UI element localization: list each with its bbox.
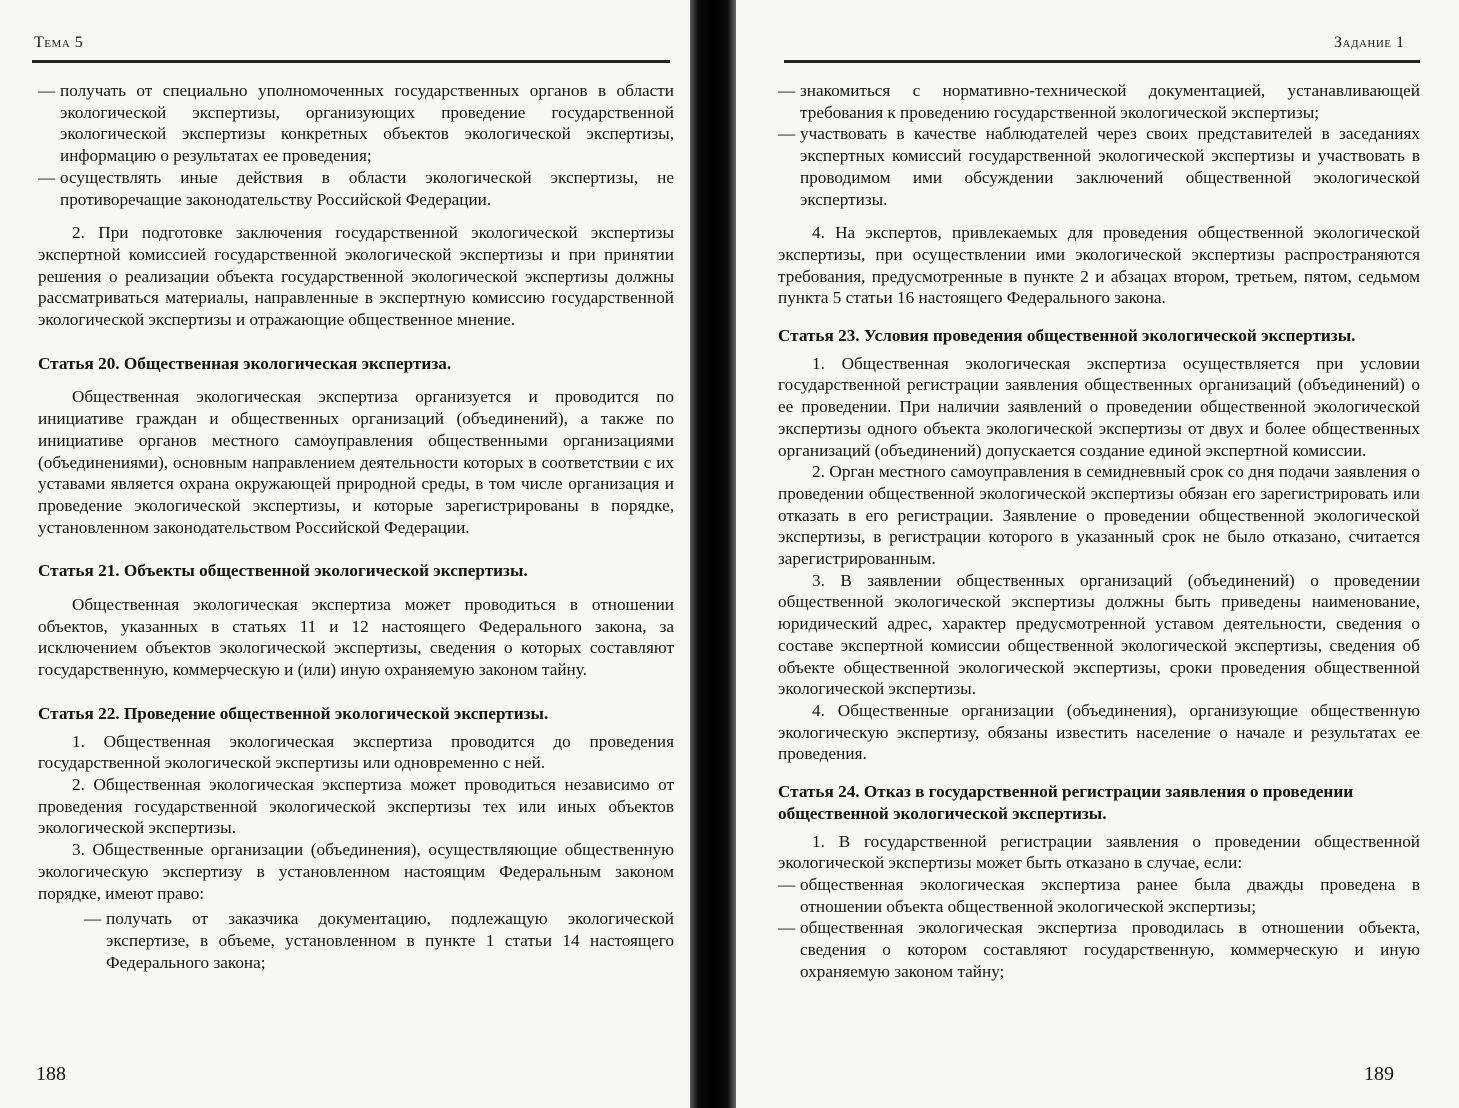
list-item: — участвовать в качестве наблюдателей через своих представителей в заседаниях экспертных комиссий государственной экологической экспертизы и участвовать в проводимом ими обсуждении заключений общественной экологической экспертизы.: [778, 123, 1420, 210]
paragraph: 4. Общественные организации (объединения), организующие общественную экологическую экспертизу, обязаны известить население о начале и результатах ее проведения.: [778, 700, 1420, 764]
running-head-left: Тема 5: [34, 34, 84, 51]
article-20-heading: Статья 20. Общественная экологическая экспертиза.: [38, 353, 452, 373]
article-22-heading: Статья 22. Проведение общественной экологической экспертизы.: [38, 703, 549, 723]
book-gutter: [690, 0, 736, 1108]
paragraph: 2. При подготовке заключения государственной экологической экспертизы экспертной комиссией государственной экологической экспертизы и при принятии решения о реализации объекта государственной экологической экспертизы должны рассматриваться материалы, направленные в экспертную комиссию государственной экологической экспертизы и отражающие общественное мнение.: [38, 223, 674, 330]
page-number-left: 188: [36, 1063, 66, 1085]
list-item: — знакомиться с нормативно-технической документацией, устанавливающей требования к проведению государственной экологической экспертизы;: [778, 80, 1420, 123]
right-page: [736, 0, 1459, 1108]
left-page-content: [38, 80, 674, 973]
left-page: [0, 0, 690, 1108]
list-item: — общественная экологическая экспертиза проводилась в отношении объекта, сведения о котором составляют государственную, коммерческую и иную охраняемую законом тайну;: [778, 917, 1420, 982]
paragraph: 1. Общественная экологическая экспертиза проводится до проведения государственной экологической экспертизы или одновременно с ней.: [38, 731, 674, 773]
paragraph: 2. Общественная экологическая экспертиза может проводиться независимо от проведения государственной экологической экспертизы тех или иных объектов экологической экспертизы.: [38, 774, 674, 838]
article-23-heading: Статья 23. Условия проведения общественной экологической экспертизы.: [778, 326, 1356, 346]
paragraph: 4. На экспертов, привлекаемых для проведения общественной экологической экспертизы, при осуществлении ими экологической экспертизы распространяются требования, предусмотренные в пункте 2 и абзацах втором, третьем, пятом, седьмом пункта 5 статьи 16 настоящего Федерального закона.: [778, 223, 1420, 308]
page-number-right: 189: [1364, 1063, 1394, 1085]
header-rule-right: [784, 60, 1420, 63]
right-page-content: [778, 80, 1420, 982]
article-24-heading: Статья 24. Отказ в государственной регистрации заявления о проведении общественной экологической экспертизы.: [778, 782, 1354, 823]
paragraph: 3. Общественные организации (объединения), осуществляющие общественную экологическую экспертизу в установленном настоящим Федеральным законом порядке, имеют право:: [38, 840, 674, 903]
list-item: — получать от заказчика документацию, подлежащую экологической экспертизе, в объеме, установленном в пункте 1 статьи 14 настоящего Федерального закона;: [84, 908, 674, 973]
paragraph: 1. В государственной регистрации заявления о проведении общественной экологической экспертизы может быть отказано в случае, если:: [778, 831, 1420, 873]
list-item: — получать от специально уполномоченных государственных органов в области экологической экспертизы, организующих проведение государственной экологической экспертизы конкретных объектов экологической экспертизы, информацию о результатах ее проведения;: [38, 80, 674, 167]
list-item: — общественная экологическая экспертиза ранее была дважды проведена в отношении объекта общественной экологической экспертизы;: [778, 874, 1420, 917]
header-rule-left: [32, 60, 670, 63]
paragraph: Общественная экологическая экспертиза может проводиться в отношении объектов, указанных в статьях 11 и 12 настоящего Федерального закона, за исключением объектов экологической экспертизы, сведения о которых составляют государственную, коммерческую и (или) иную охраняемую законом тайну.: [38, 595, 674, 680]
paragraph: 2. Орган местного самоуправления в семидневный срок со дня подачи заявления о проведении общественной экологической экспертизы обязан его зарегистрировать или отказать в его регистрации. Заявление о проведении общественной экологической экспертизы, в регистрации которого в указанный срок не было отказано, считается зарегистрированным.: [778, 462, 1420, 569]
paragraph: Общественная экологическая экспертиза организуется и проводится по инициативе граждан и общественных организаций (объединений), а также по инициативе органов местного самоуправления общественными организациями (объединениями), основным направлением деятельности которых в соответствии с их уставами является охрана окружающей природной среды, в том числе организация и проведение экологической экспертизы, и которые зарегистрированы в порядке, установленном законодательством Российской Федерации.: [38, 387, 674, 537]
running-head-right: Задание 1: [1334, 34, 1405, 51]
article-21-heading: Статья 21. Объекты общественной экологической экспертизы.: [38, 561, 528, 581]
list-item: — осуществлять иные действия в области экологической экспертизы, не противоречащие законодательству Российской Федерации.: [38, 167, 674, 210]
paragraph: 3. В заявлении общественных организаций (объединений) о проведении общественной экологической экспертизы должны быть приведены наименование, юридический адрес, характер предусмотренной уставом деятельности, сведения о составе экспертной комиссии общественной экологической экспертизы, сведения об объекте общественной экологической экспертизы, сроки проведения общественной экологической экспертизы.: [778, 570, 1420, 699]
paragraph: 1. Общественная экологическая экспертиза осуществляется при условии государственной регистрации заявления общественных организаций (объединений) о ее проведении. При наличии заявлений о проведении общественной экологической экспертизы одного объекта экологической экспертизы от двух и более общественных организаций (объединений) допускается создание единой экспертной комиссии.: [778, 353, 1420, 460]
